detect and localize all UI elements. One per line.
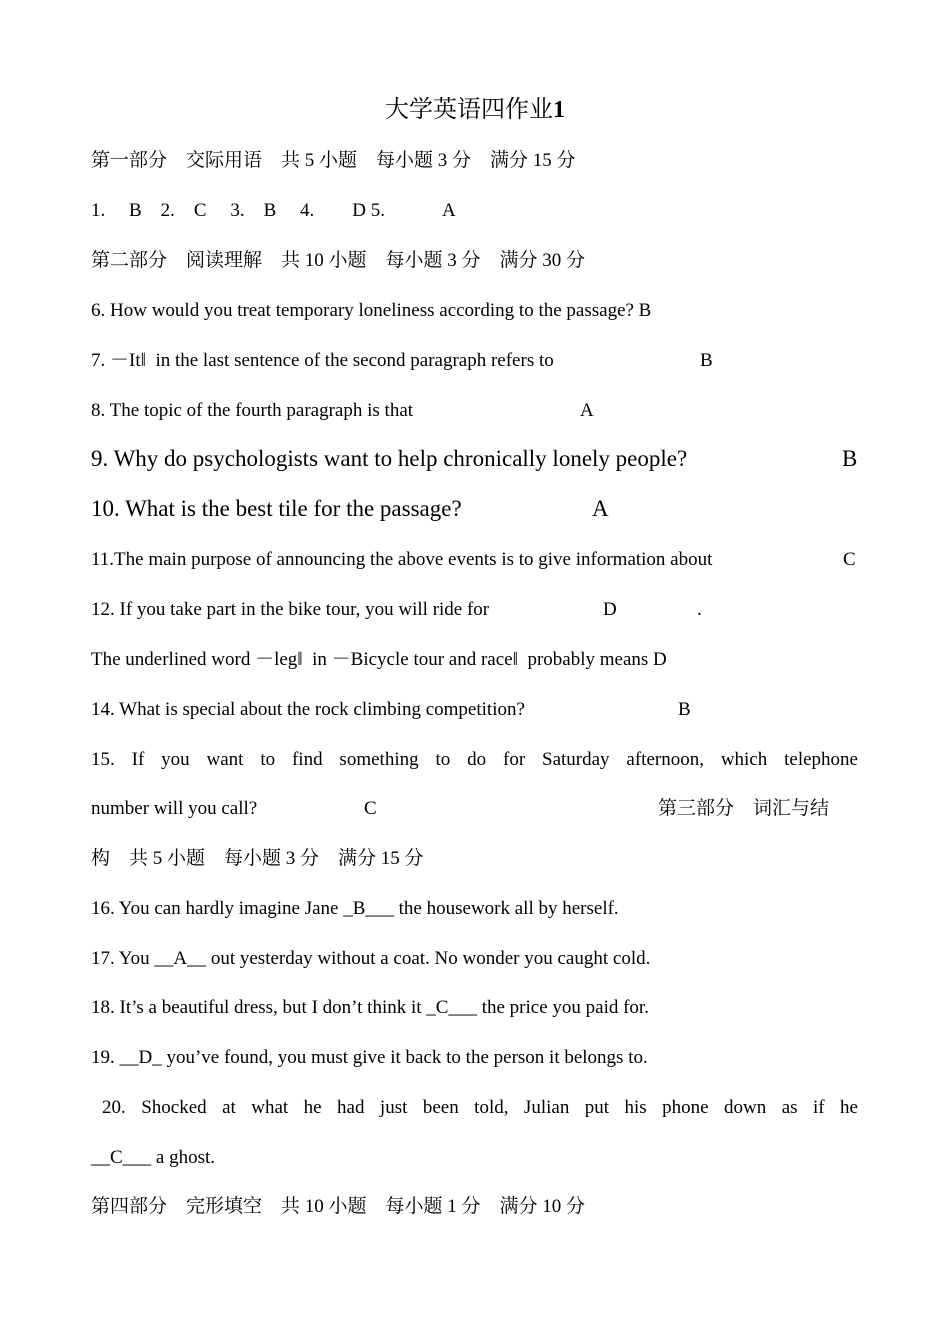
question-16: 16. You can hardly imagine Jane _B___ the housework all by herself. [91, 898, 619, 919]
title-text: 大学英语四作业 [385, 97, 553, 123]
question-10-answer: A [592, 496, 609, 521]
question-11-answer: C [843, 549, 856, 570]
part1-header: 第一部分 交际用语 共 5 小题 每小题 3 分 满分 15 分 [91, 150, 576, 171]
question-9-answer: B [842, 446, 858, 471]
question-11: 11.The main purpose of announcing the above events is to give information about [91, 549, 713, 570]
question-6: 6. How would you treat temporary loneliness according to the passage? B [91, 300, 652, 321]
question-15-answer: C [364, 798, 377, 819]
question-20-line2: __C___ a ghost. [91, 1147, 216, 1168]
question-15-line1: 15. If you want to find something to do for Saturday afternoon, which telephone [91, 749, 858, 770]
question-10: 10. What is the best tile for the passage? [91, 496, 462, 521]
question-19: 19. __D_ you’ve found, you must give it back to the person it belongs to. [91, 1047, 648, 1068]
part3-header-end: 构 共 5 小题 每小题 3 分 满分 15 分 [91, 848, 424, 869]
part4-header: 第四部分 完形填空 共 10 小题 每小题 1 分 满分 10 分 [91, 1196, 586, 1217]
title-number: 1 [553, 97, 565, 123]
part2-header: 第二部分 阅读理解 共 10 小题 每小题 3 分 满分 30 分 [91, 250, 586, 271]
question-9: 9. Why do psychologists want to help chronically lonely people? [91, 446, 688, 471]
question-7: 7. －It‖ in the last sentence of the second paragraph refers to [91, 350, 554, 371]
question-8-answer: A [580, 400, 594, 421]
question-14-answer: B [678, 699, 691, 720]
question-18: 18. It’s a beautiful dress, but I don’t think it _C___ the price you paid for. [91, 997, 649, 1018]
question-12-dot: . [697, 599, 702, 620]
part1-answers: 1. B 2. C 3. B 4. D 5. A [91, 200, 456, 221]
question-13: The underlined word －leg‖ in －Bicycle tour and race‖ probably means D [91, 649, 667, 670]
part3-header-start: 第三部分 词汇与结 [658, 798, 830, 819]
question-17: 17. You __A__ out yesterday without a coat. No wonder you caught cold. [91, 948, 651, 969]
question-8: 8. The topic of the fourth paragraph is that [91, 400, 414, 421]
question-12-answer: D [603, 599, 617, 620]
question-15-line2: number will you call? [91, 798, 258, 819]
question-20-line1: 20. Shocked at what he had just been told, Julian put his phone down as if he [102, 1097, 858, 1118]
question-7-answer: B [700, 350, 713, 371]
question-12: 12. If you take part in the bike tour, you will ride for [91, 599, 490, 620]
document-title [0, 96, 950, 124]
question-14: 14. What is special about the rock climbing competition? [91, 699, 525, 720]
